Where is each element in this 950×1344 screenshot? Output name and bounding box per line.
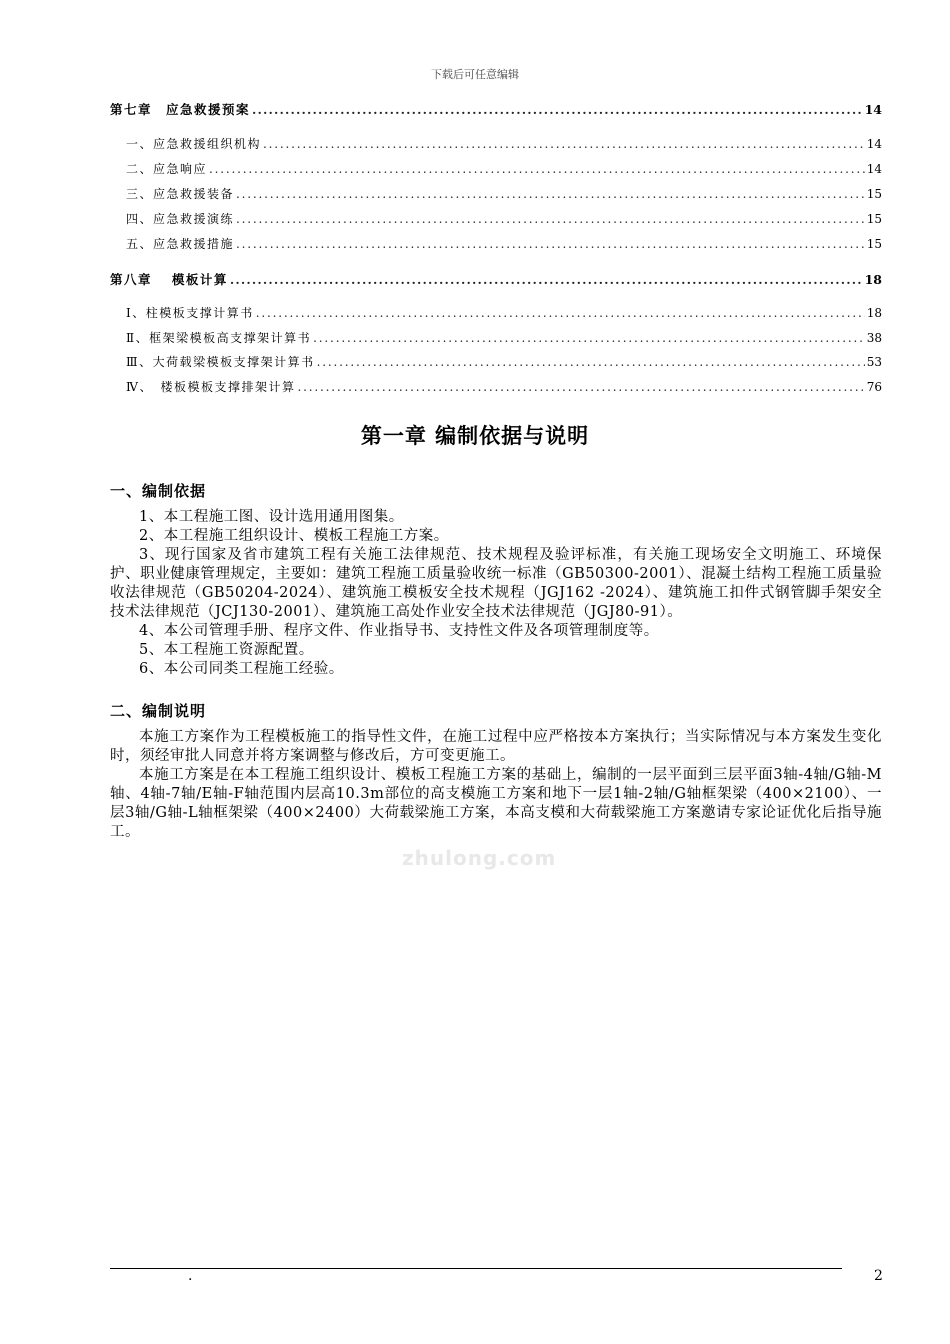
toc-page-number: 18 xyxy=(864,272,882,287)
toc-entry[interactable] xyxy=(126,210,882,227)
toc-leader-dots xyxy=(317,355,865,369)
toc-page-number: 53 xyxy=(866,355,882,369)
toc-leader-dots xyxy=(230,272,863,287)
toc-label: 一、应急救援组织机构 xyxy=(126,137,262,151)
toc-page-number: 18 xyxy=(866,306,882,320)
list-item: 5、本工程施工资源配置。 xyxy=(139,642,314,658)
toc-label: 三、应急救援装备 xyxy=(126,187,235,201)
toc-leader-dots xyxy=(313,331,865,345)
toc-leader-dots xyxy=(236,212,865,226)
section-notes-body xyxy=(110,728,882,842)
toc-entry-chapter-7[interactable] xyxy=(110,100,882,118)
section-heading-basis: 一、编制依据 xyxy=(110,482,207,500)
toc-entry[interactable] xyxy=(126,329,882,346)
toc-leader-dots xyxy=(263,137,865,151)
watermark: zhulong.com xyxy=(402,846,557,870)
toc-page-number: 14 xyxy=(866,162,882,176)
toc-entry[interactable] xyxy=(126,160,882,177)
toc-page-number: 15 xyxy=(866,212,882,226)
toc-page-number: 38 xyxy=(866,331,882,345)
footer-divider xyxy=(110,1268,842,1269)
toc-entry[interactable] xyxy=(126,378,882,395)
toc-label: Ⅱ、框架梁模板高支撑架计算书 xyxy=(126,331,312,345)
toc-label: Ⅰ、柱模板支撑计算书 xyxy=(126,306,254,320)
toc-entry[interactable] xyxy=(126,185,882,202)
list-item: 4、本公司管理手册、程序文件、作业指导书、支持性文件及各项管理制度等。 xyxy=(139,623,659,639)
toc-leader-dots xyxy=(252,102,863,117)
toc-entry[interactable] xyxy=(126,135,882,152)
list-item: 6、本公司同类工程施工经验。 xyxy=(139,661,344,677)
section-heading-notes: 二、编制说明 xyxy=(110,702,207,720)
toc-label: Ⅲ、大荷载梁模板支撑架计算书 xyxy=(126,355,315,369)
toc-page-number: 15 xyxy=(866,187,882,201)
toc-leader-dots xyxy=(256,306,865,320)
chapter-title: 第一章 编制依据与说明 xyxy=(360,423,590,448)
toc-entry-chapter-8[interactable] xyxy=(110,270,882,288)
list-item: 2、本工程施工组织设计、模板工程施工方案。 xyxy=(139,528,449,544)
list-item: 3、现行国家及省市建筑工程有关施工法律规范、技术规程及验评标准，有关施工现场安全文明施工、环境保护、职业健康管理规定，主要如：建筑工程施工质量验收统一标准（GB50300-2001）、混凝土结构工程施工质量验收法律规范（GB50204-2024）、建筑施工模板安全技术规程（JGJ162 -2024）、建筑施工扣件式钢管脚手架安全技术法律规范（JCJ130-2001）、建筑施工高处作业安全技术法律规范（JGJ80-91）。 xyxy=(110,547,882,620)
toc-leader-dots xyxy=(209,162,865,176)
toc-page-number: 15 xyxy=(866,237,882,251)
list-item: 1、本工程施工图、设计选用通用图集。 xyxy=(139,509,404,525)
toc-entry[interactable] xyxy=(126,353,882,370)
toc-page-number: 14 xyxy=(864,102,882,117)
toc-label: 第七章 应急救援预案 xyxy=(110,102,251,117)
footer-dot: . xyxy=(188,1268,193,1284)
toc-label: 第八章 模板计算 xyxy=(110,272,228,287)
toc-page-number: 14 xyxy=(866,137,882,151)
toc-label: 四、应急救援演练 xyxy=(126,212,235,226)
header-note: 下载后可任意编辑 xyxy=(431,68,519,81)
toc-entry[interactable] xyxy=(126,235,882,252)
toc-leader-dots xyxy=(298,380,865,394)
paragraph: 本施工方案是在本工程施工组织设计、模板工程施工方案的基础上，编制的一层平面到三层平面3轴-4轴/G轴-M轴、4轴-7轴/E轴-F轴范围内层高10.3m部位的高支模施工方案和地下一层1轴-2轴/G轴框架梁（400×2100）、一层3轴/G轴-L轴框架梁（400×2400）大荷载梁施工方案，本高支模和大荷载梁施工方案邀请专家论证优化后指导施工。 xyxy=(110,767,882,840)
toc-label: Ⅳ、 楼板模板支撑排架计算 xyxy=(126,380,296,394)
toc-page-number: 76 xyxy=(866,380,882,394)
section-basis-items xyxy=(110,508,882,679)
toc-leader-dots xyxy=(236,187,865,201)
paragraph: 本施工方案作为工程模板施工的指导性文件，在施工过程中应严格按本方案执行；当实际情况与本方案发生变化时，须经审批人同意并将方案调整与修改后，方可变更施工。 xyxy=(110,729,882,764)
toc-label: 二、应急响应 xyxy=(126,162,208,176)
page-number: 2 xyxy=(874,1268,883,1284)
toc-label: 五、应急救援措施 xyxy=(126,237,235,251)
toc-leader-dots xyxy=(236,237,865,251)
toc-entry[interactable] xyxy=(126,304,882,321)
